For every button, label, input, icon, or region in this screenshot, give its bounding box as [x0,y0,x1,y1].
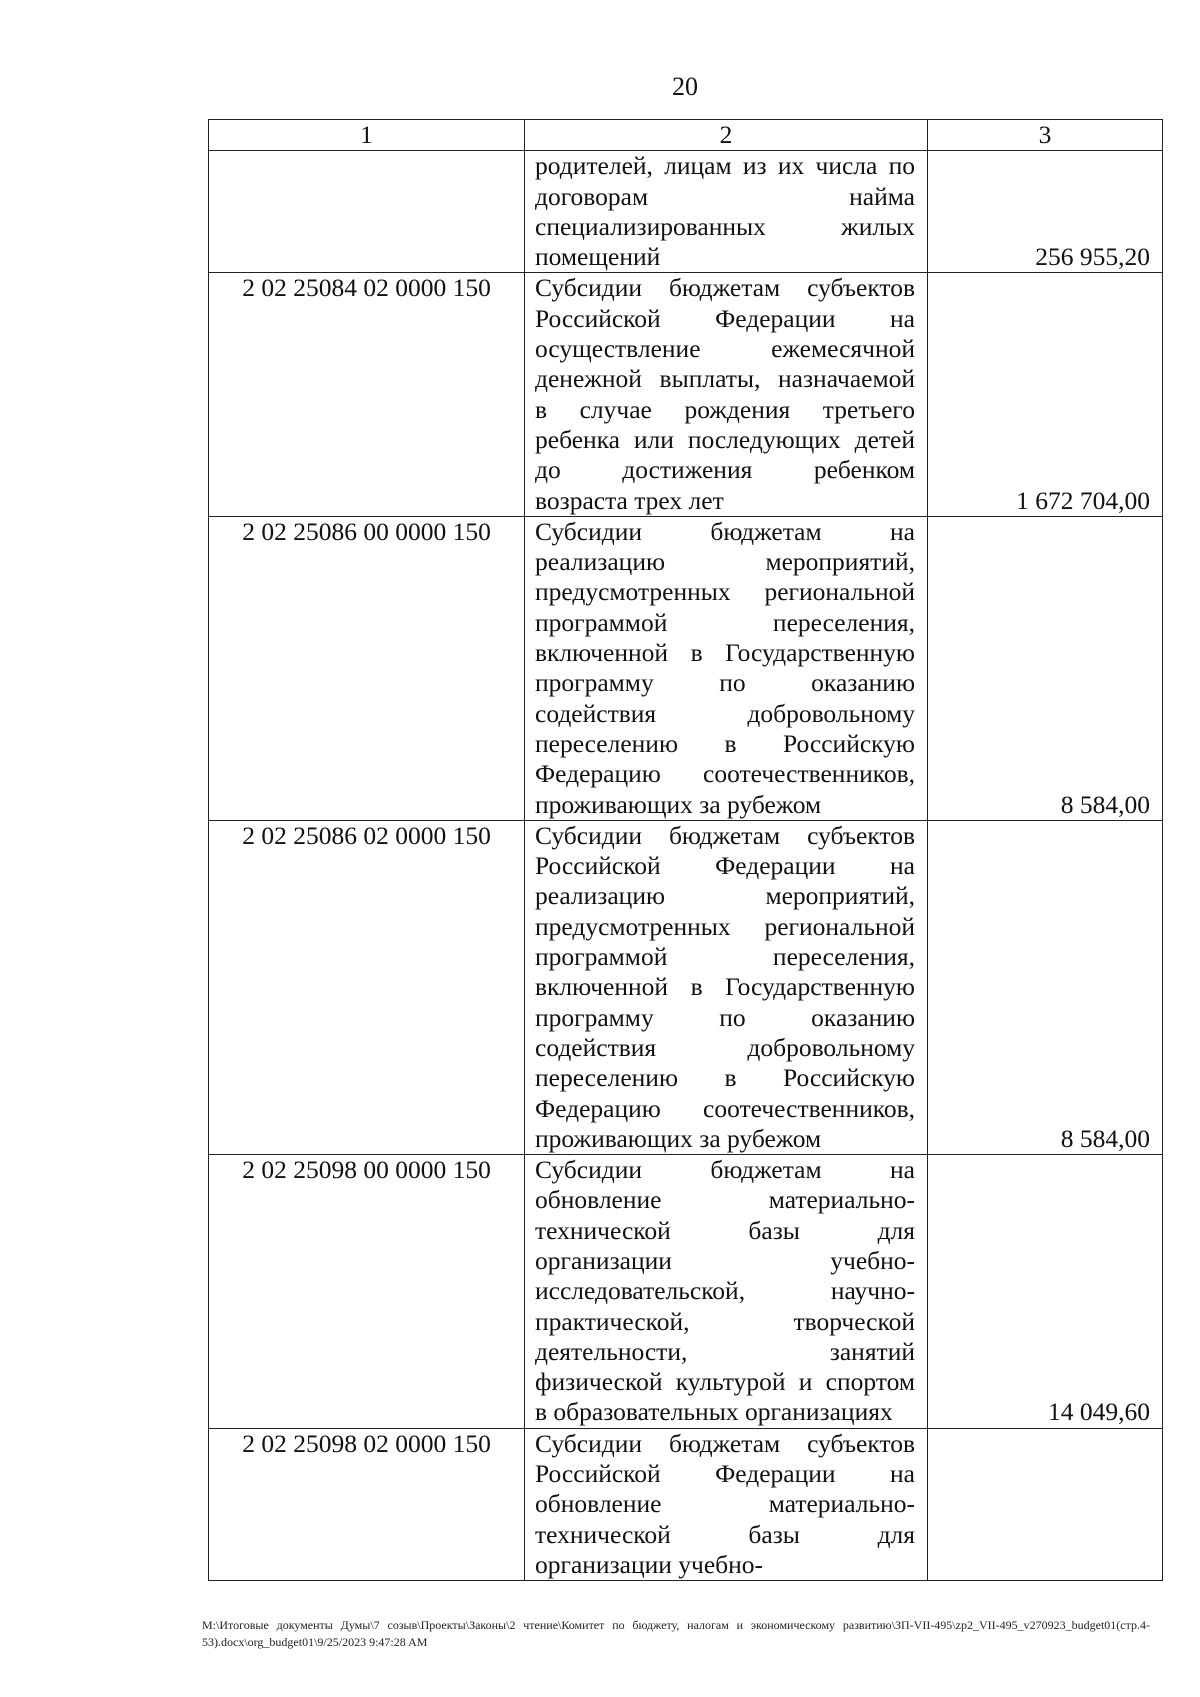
revenue-name-line: практической, творческой [535,1306,915,1336]
revenue-name-line: Федерацию соотечественников, [535,1093,915,1123]
revenue-name-cell [525,151,928,273]
table-body [209,120,1163,1581]
table-row [209,1428,1163,1580]
revenue-name-line: программу по оказанию [535,668,915,698]
table-row [209,151,1163,273]
revenue-name-line: переселению в Российскую [535,728,915,758]
classification-code-cell: 2 02 25098 02 0000 150 [209,1428,525,1580]
classification-code-cell: 2 02 25086 02 0000 150 [209,820,525,1154]
revenue-name-line: проживающих за рубежом [535,789,822,819]
table-row [209,516,1163,820]
revenue-name-line: договорам найма [535,181,915,211]
column-header-2: 2 [525,120,928,151]
revenue-name-line: программой переселения, [535,942,915,972]
revenue-name-line: проживающих за рубежом [535,1123,822,1153]
revenue-name-line: Российской Федерации на [535,1459,915,1489]
classification-code-cell: 2 02 25084 02 0000 150 [209,273,525,516]
revenue-name-line: Субсидии бюджетам на [535,516,915,546]
table-row [209,820,1163,1154]
revenue-name-line: переселению в Российскую [535,1063,915,1093]
revenue-name-cell [525,1155,928,1429]
revenue-name-line: реализацию мероприятий, [535,547,915,577]
table-row [209,1155,1163,1429]
revenue-name-line: Субсидии бюджетам субъектов [535,1428,915,1458]
revenue-name-line: обновление материально- [535,1489,915,1519]
revenue-name-line: обновление материально- [535,1185,915,1215]
classification-code-cell [209,151,525,273]
amount-cell: 256 955,20 [928,151,1163,273]
revenue-name-line: включенной в Государственную [535,972,915,1002]
revenue-name-line: родителей, лицам из их числа по [535,151,915,181]
revenue-name-line: программу по оказанию [535,1002,915,1032]
column-header-1: 1 [209,120,525,151]
revenue-name-cell [525,273,928,516]
revenue-name-line: ребенка или последующих детей [535,424,915,454]
column-header-3: 3 [928,120,1163,151]
revenue-name-line: технической базы для [535,1215,915,1245]
revenue-name-line: технической базы для [535,1519,915,1549]
table-row [209,273,1163,516]
revenue-name-line: специализированных жилых [535,211,915,241]
revenue-name-line: физической культурой и спортом [535,1367,915,1397]
footer-file-path: M:\Итоговые документы Думы\7 созыв\Проекты\Законы\2 чтение\Комитет по бюджету, налогам и экономическому развитию\ЗП-VII-495\zp2_VII-495_v270923_budget01(стр.4-53).docx\org_budget01\9/25/2023 9:47:28 AM [202,1618,1150,1649]
revenue-name-cell [525,820,928,1154]
revenue-name-line: в образовательных организациях [535,1397,893,1427]
amount-cell: 1 672 704,00 [928,273,1163,516]
amount-cell: 8 584,00 [928,516,1163,820]
revenue-name-cell [525,516,928,820]
budget-table [208,119,1163,1581]
revenue-name-line: деятельности, занятий [535,1336,915,1366]
revenue-name-line: содействия добровольному [535,1032,915,1062]
revenue-name-line: денежной выплаты, назначаемой [535,364,915,394]
revenue-name-line: Российской Федерации на [535,851,915,881]
revenue-name-line: содействия добровольному [535,698,915,728]
revenue-name-line: реализацию мероприятий, [535,881,915,911]
classification-code-cell: 2 02 25098 00 0000 150 [209,1155,525,1429]
page-number: 20 [672,72,698,101]
table-header-row [209,120,1163,151]
revenue-name-line: включенной в Государственную [535,638,915,668]
revenue-name-line: Субсидии бюджетам субъектов [535,273,915,303]
revenue-name-line: осуществление ежемесячной [535,334,915,364]
revenue-name-line: Субсидии бюджетам на [535,1155,915,1185]
amount-cell: 14 049,60 [928,1155,1163,1429]
revenue-name-line: Федерацию соотечественников, [535,759,915,789]
revenue-name-line: организации учебно- [535,1245,915,1275]
classification-code-cell: 2 02 25086 00 0000 150 [209,516,525,820]
revenue-name-line: в случае рождения третьего [535,394,915,424]
revenue-name-line: программой переселения, [535,607,915,637]
revenue-name-line: организации учебно- [535,1549,764,1579]
revenue-name-line: Российской Федерации на [535,303,915,333]
revenue-name-line: до достижения ребенком [535,455,915,485]
revenue-name-line: исследовательской, научно- [535,1276,915,1306]
revenue-name-line: помещений [535,242,661,272]
amount-cell [928,1428,1163,1580]
amount-cell: 8 584,00 [928,820,1163,1154]
revenue-name-line: предусмотренных региональной [535,577,915,607]
revenue-name-line: Субсидии бюджетам субъектов [535,820,915,850]
revenue-name-line: возраста трех лет [535,485,724,515]
revenue-name-cell [525,1428,928,1580]
revenue-name-line: предусмотренных региональной [535,911,915,941]
